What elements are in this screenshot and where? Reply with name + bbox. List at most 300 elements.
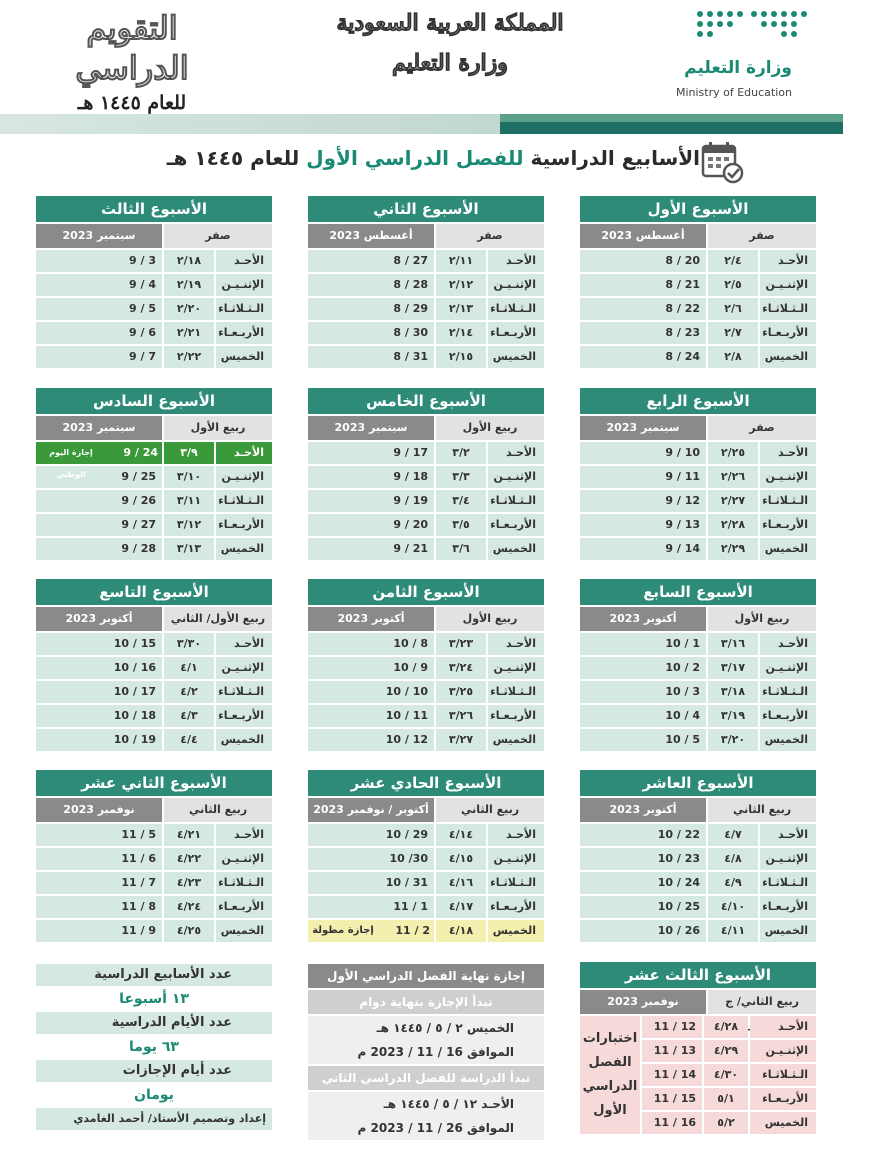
week-month-header: [36, 224, 272, 248]
day-row: [36, 872, 272, 894]
day-row: [580, 322, 816, 344]
gregorian-date: 10 / 15: [36, 633, 162, 655]
day-name: الإثنـيـن: [216, 657, 272, 679]
week-block: [580, 579, 816, 751]
day-name: الأربـعـاء: [488, 896, 544, 918]
hijri-date: ٢/١٩: [164, 274, 214, 296]
day-name: الأربـعـاء: [488, 514, 544, 536]
gregorian-month: أكتوبر / نوفمبر 2023: [308, 798, 434, 822]
day-row: [642, 1040, 816, 1062]
hijri-date: ٣/٢: [436, 442, 486, 464]
day-row: [580, 274, 816, 296]
hijri-month: ربيع الأول: [708, 607, 816, 631]
day-row: [36, 657, 272, 679]
gregorian-date: 11 / 16: [642, 1112, 702, 1134]
gregorian-month: أغسطس 2023: [308, 224, 434, 248]
main-title: [100, 146, 700, 170]
day-name: الـثـلاثـاء: [760, 681, 816, 703]
week-month-header: [580, 990, 816, 1014]
gregorian-month: سبتمبر 2023: [36, 416, 162, 440]
end-vacation-starts: تبدأ الإجازة بنهاية دوام: [308, 990, 544, 1014]
hijri-date: ٢/١٣: [436, 298, 486, 320]
hijri-month: ربيع الأول: [436, 416, 544, 440]
day-name: الـثـلاثـاء: [760, 872, 816, 894]
hijri-date: ٤/١٧: [436, 896, 486, 918]
hijri-date: ٤/١٨: [436, 920, 486, 942]
resume-day: الأحـد ١٢ / ٥ / ١٤٤٥ هـ: [383, 1097, 514, 1111]
day-row: [308, 681, 544, 703]
week-title: الأسبوع الخامس: [308, 388, 544, 414]
gregorian-date: 10 / 8: [308, 633, 434, 655]
day-name: الأربـعـاء: [750, 1088, 816, 1110]
day-row: [36, 920, 272, 942]
week-month-header: [580, 416, 816, 440]
day-row: [308, 250, 544, 272]
day-row: [36, 346, 272, 368]
hijri-date: ٣/١٣: [164, 538, 214, 560]
day-name: الإثنـيـن: [488, 274, 544, 296]
gregorian-date: 10 /30: [308, 848, 434, 870]
gregorian-date: 9 / 27: [36, 514, 162, 536]
day-name: الأحـد: [750, 1016, 816, 1038]
day-name: الإثنـيـن: [760, 274, 816, 296]
gregorian-date: 8 / 28: [308, 274, 434, 296]
day-name: الخميس: [760, 920, 816, 942]
day-row: [36, 514, 272, 536]
day-row: [36, 705, 272, 727]
gregorian-date: 10 / 18: [36, 705, 162, 727]
gregorian-date: 10 / 10: [308, 681, 434, 703]
gregorian-date: 8 / 23: [580, 322, 706, 344]
week-title: الأسبوع الثاني: [308, 196, 544, 222]
hijri-date: ٣/٣: [436, 466, 486, 488]
gregorian-month: سبتمبر 2023: [36, 224, 162, 248]
resume-greg: الموافق 26 / 11 / 2023 م: [357, 1121, 514, 1135]
day-name: الخميس: [488, 729, 544, 751]
hijri-date: ٥/٢: [704, 1112, 748, 1134]
gregorian-date: 8 / 29: [308, 298, 434, 320]
gregorian-date: 10 / 19: [36, 729, 162, 751]
week-title: الأسبوع الثالث: [36, 196, 272, 222]
gregorian-date: 9 / 3: [36, 250, 162, 272]
week-month-header: [308, 798, 544, 822]
day-name: الأحـد: [760, 250, 816, 272]
week-block: [308, 196, 544, 368]
hijri-date: ٤/٢٢: [164, 848, 214, 870]
week-block: [580, 196, 816, 368]
week13-rows: [642, 1014, 816, 1134]
day-row: [308, 633, 544, 655]
hijri-date: ٢/٥: [708, 274, 758, 296]
weeks-count-label: عدد الأسابيع الدراسية: [36, 964, 272, 986]
hijri-date: ٣/١١: [164, 490, 214, 512]
hijri-date: ٤/٩: [708, 872, 758, 894]
day-row: [308, 824, 544, 846]
week-month-header: [580, 224, 816, 248]
week-title: الأسبوع الحادي عشر: [308, 770, 544, 796]
week-title: الأسبوع التاسع: [36, 579, 272, 605]
day-name: الـثـلاثـاء: [488, 681, 544, 703]
gregorian-date: 10 / 4: [580, 705, 706, 727]
hijri-date: ٢/٧: [708, 322, 758, 344]
extended-cell: [308, 920, 434, 942]
header: [0, 0, 872, 112]
week-title: الأسبوع الرابع: [580, 388, 816, 414]
hijri-month: ربيع الأول: [164, 416, 272, 440]
hijri-month: ربيع الثاني: [436, 798, 544, 822]
day-name: الأربـعـاء: [488, 705, 544, 727]
day-row: [36, 274, 272, 296]
day-name: الـثـلاثـاء: [216, 681, 272, 703]
week13-body: [580, 1014, 816, 1134]
gregorian-date: 10 / 2: [580, 657, 706, 679]
gregorian-date: 10 / 16: [36, 657, 162, 679]
hijri-date: ٢/٤: [708, 250, 758, 272]
hijri-date: ٣/١٢: [164, 514, 214, 536]
day-row: [36, 848, 272, 870]
hijri-date: ٢/٦: [708, 298, 758, 320]
week-month-header: [580, 607, 816, 631]
day-row: [642, 1064, 816, 1086]
hijri-date: ٢/٢١: [164, 322, 214, 344]
hijri-date: ٤/١١: [708, 920, 758, 942]
week-title: الأسبوع الثالث عشر: [580, 962, 816, 988]
hijri-month: صفر: [708, 224, 816, 248]
hijri-date: ٤/٢١: [164, 824, 214, 846]
kingdom-name: المملكة العربية السعودية: [336, 10, 564, 36]
hijri-date: ٤/٢٥: [164, 920, 214, 942]
week-title: الأسبوع الثاني عشر: [36, 770, 272, 796]
gregorian-date: 10 / 12: [308, 729, 434, 751]
week-title: الأسبوع العاشر: [580, 770, 816, 796]
gregorian-month: أغسطس 2023: [580, 224, 706, 248]
day-name: الأحـد: [216, 633, 272, 655]
second-term-date: [308, 1092, 544, 1140]
day-row: [308, 657, 544, 679]
hijri-date: ٤/١٦: [436, 872, 486, 894]
week-block: [36, 579, 272, 751]
gregorian-date: 11 / 8: [36, 896, 162, 918]
hijri-month: ربيع الأول/ الثاني: [164, 607, 272, 631]
hijri-date: ٤/١: [164, 657, 214, 679]
day-row: [580, 298, 816, 320]
day-row: [580, 490, 816, 512]
day-name: الأربـعـاء: [216, 322, 272, 344]
hijri-date: ٤/٢: [164, 681, 214, 703]
gregorian-date: 9 / 25: [36, 466, 162, 488]
day-row: [580, 872, 816, 894]
day-row: [580, 346, 816, 368]
kingdom-block: [320, 10, 580, 76]
day-name: الأربـعـاء: [760, 896, 816, 918]
title-part2: للفصل الدراسي الأول: [306, 146, 524, 170]
gregorian-month: أكتوبر 2023: [580, 607, 706, 631]
day-name: الأحـد: [488, 633, 544, 655]
day-name: الـثـلاثـاء: [760, 490, 816, 512]
day-name: الإثنـيـن: [760, 657, 816, 679]
hijri-date: ٣/٣٠: [164, 633, 214, 655]
day-name: الأحـد: [216, 250, 272, 272]
week-month-header: [308, 607, 544, 631]
day-name: الخميس: [488, 920, 544, 942]
day-row: [580, 442, 816, 464]
day-name: الخميس: [216, 346, 272, 368]
day-name: الأحـد: [760, 824, 816, 846]
start-day: الخميس ٢ / ٥ / ١٤٤٥ هـ: [376, 1021, 514, 1035]
hijri-date: ٣/٩: [164, 442, 214, 464]
exam-note: اختبارات الفصل الدراسي الأول: [580, 1016, 640, 1134]
hijri-date: ٣/٢٧: [436, 729, 486, 751]
moe-dots-icon: [692, 8, 812, 42]
hijri-month: ربيع الثاني: [164, 798, 272, 822]
title-part1: الأسابيع الدراسية: [530, 146, 700, 170]
holidays-count-value: يومان: [134, 1087, 174, 1103]
gregorian-date: 10 / 24: [580, 872, 706, 894]
day-row: [36, 250, 272, 272]
hijri-date: ٣/٢٥: [436, 681, 486, 703]
gregorian-date: 10 / 3: [580, 681, 706, 703]
day-row: [308, 848, 544, 870]
day-name: الـثـلاثـاء: [760, 298, 816, 320]
day-row: [308, 705, 544, 727]
day-row: [36, 322, 272, 344]
gregorian-value: 9 / 24: [123, 446, 158, 459]
gregorian-date: 10 / 23: [580, 848, 706, 870]
day-name: الخميس: [760, 346, 816, 368]
credit: إعداد وتصميم الأستاذ/ أحمد الغامدي: [36, 1108, 272, 1130]
calendar-check-icon: [700, 140, 744, 184]
gregorian-date: [308, 920, 434, 942]
second-term-resume: تبدأ الدراسة للفصل الدراسي الثاني: [308, 1066, 544, 1090]
day-name: الإثنـيـن: [216, 274, 272, 296]
gregorian-date: 11 / 1: [308, 896, 434, 918]
hijri-date: ٤/٤: [164, 729, 214, 751]
day-row: [36, 729, 272, 751]
gregorian-date: 11 / 7: [36, 872, 162, 894]
gregorian-date: 9 / 4: [36, 274, 162, 296]
day-name: الإثنـيـن: [760, 848, 816, 870]
gregorian-date: 8 / 30: [308, 322, 434, 344]
gregorian-date: 8 / 20: [580, 250, 706, 272]
title-part3: للعام ١٤٤٥ هـ: [166, 146, 300, 170]
week-block: [36, 196, 272, 368]
header-bar-fade: [0, 114, 500, 134]
day-row: [308, 490, 544, 512]
end-vacation-title: إجازة نهاية الفصل الدراسي الأول: [308, 964, 544, 988]
day-row: [580, 705, 816, 727]
gregorian-month: سبتمبر 2023: [308, 416, 434, 440]
week-block: [36, 388, 272, 560]
week-month-header: [36, 798, 272, 822]
hijri-date: ٣/١٦: [708, 633, 758, 655]
day-row: [642, 1088, 816, 1110]
gregorian-date: 9 / 17: [308, 442, 434, 464]
gregorian-date: 10 / 31: [308, 872, 434, 894]
gregorian-date: 9 / 7: [36, 346, 162, 368]
day-name: الإثنـيـن: [750, 1040, 816, 1062]
gregorian-date: 10 / 11: [308, 705, 434, 727]
day-name: الـثـلاثـاء: [488, 490, 544, 512]
gregorian-date: 10 / 17: [36, 681, 162, 703]
end-vacation-start-date: [308, 1016, 544, 1064]
day-name: الأربـعـاء: [760, 322, 816, 344]
weeks-count-value: ١٣ أسبوعا: [119, 991, 189, 1007]
day-name: الـثـلاثـاء: [216, 298, 272, 320]
day-name: الأربـعـاء: [216, 514, 272, 536]
day-row: [580, 729, 816, 751]
hijri-date: ٢/١٢: [436, 274, 486, 296]
hijri-date: ٤/٧: [708, 824, 758, 846]
end-vacation-block: [308, 964, 544, 1142]
day-row: [580, 681, 816, 703]
hijri-date: ٢/١٥: [436, 346, 486, 368]
gregorian-date: 8 / 27: [308, 250, 434, 272]
week-title: الأسبوع السادس: [36, 388, 272, 414]
gregorian-date: 9 / 14: [580, 538, 706, 560]
hijri-date: ٤/٨: [708, 848, 758, 870]
day-name: الإثنـيـن: [760, 466, 816, 488]
day-name: الأحـد: [488, 442, 544, 464]
hijri-date: ٤/٢٩: [704, 1040, 748, 1062]
day-name: الخميس: [750, 1112, 816, 1134]
hijri-date: ٣/٢٤: [436, 657, 486, 679]
week-month-header: [36, 416, 272, 440]
day-name: الأربـعـاء: [216, 705, 272, 727]
gregorian-month: أكتوبر 2023: [36, 607, 162, 631]
day-row: [308, 322, 544, 344]
day-name: الإثنـيـن: [488, 848, 544, 870]
day-row: [580, 896, 816, 918]
gregorian-date: 8 / 21: [580, 274, 706, 296]
day-row: [580, 466, 816, 488]
day-row: [36, 633, 272, 655]
day-name: الأربـعـاء: [760, 514, 816, 536]
moe-english: Ministry of Education: [675, 86, 792, 99]
day-name: الإثنـيـن: [216, 466, 272, 488]
calendar-title: التقويم الدراسي: [75, 9, 189, 87]
holiday-cell: [36, 442, 162, 486]
hijri-date: ٢/٢٦: [708, 466, 758, 488]
hijri-date: ٣/٢٣: [436, 633, 486, 655]
week-title: الأسبوع الثامن: [308, 579, 544, 605]
day-name: الأحـد: [216, 442, 272, 464]
hijri-date: ٥/١: [704, 1088, 748, 1110]
week-block: [308, 579, 544, 751]
day-name: الخميس: [760, 729, 816, 751]
week-block: [36, 770, 272, 942]
gregorian-date: 10 / 29: [308, 824, 434, 846]
day-name: الأربـعـاء: [760, 705, 816, 727]
gregorian-date: 10 / 26: [580, 920, 706, 942]
gregorian-date: 10 / 9: [308, 657, 434, 679]
day-name: الإثنـيـن: [216, 848, 272, 870]
gregorian-date: 9 / 21: [308, 538, 434, 560]
day-row: [308, 514, 544, 536]
week-title: الأسبوع الأول: [580, 196, 816, 222]
hijri-date: ٣/٦: [436, 538, 486, 560]
gregorian-date: 10 / 1: [580, 633, 706, 655]
hijri-date: ٣/١٠: [164, 466, 214, 488]
day-name: الـثـلاثـاء: [488, 298, 544, 320]
day-name: الخميس: [216, 729, 272, 751]
days-count-label: عدد الأيام الدراسية: [36, 1012, 272, 1034]
day-name: الخميس: [216, 920, 272, 942]
day-name: الخميس: [216, 538, 272, 560]
day-name: الأحـد: [488, 250, 544, 272]
hijri-date: ٤/٣: [164, 705, 214, 727]
day-name: الـثـلاثـاء: [216, 872, 272, 894]
day-name: الأحـد: [488, 824, 544, 846]
hijri-month: ربيع الأول: [436, 607, 544, 631]
hijri-date: ٢/١٨: [164, 250, 214, 272]
gregorian-date: 9 / 11: [580, 466, 706, 488]
gregorian-date: 11 / 13: [642, 1040, 702, 1062]
gregorian-date: 9 / 5: [36, 298, 162, 320]
day-row: [36, 824, 272, 846]
gregorian-month: نوفمبر 2023: [36, 798, 162, 822]
hijri-date: ٢/٢٥: [708, 442, 758, 464]
day-row: [580, 920, 816, 942]
stats-block: [36, 964, 272, 1132]
gregorian-date: 11 / 9: [36, 920, 162, 942]
day-name: الخميس: [488, 346, 544, 368]
hijri-date: ٢/٢٢: [164, 346, 214, 368]
ministry-name: وزارة التعليم: [392, 50, 508, 76]
start-greg: الموافق 16 / 11 / 2023 م: [357, 1045, 514, 1059]
hijri-date: ٤/١٠: [708, 896, 758, 918]
day-row: [36, 538, 272, 560]
hijri-date: ٢/١١: [436, 250, 486, 272]
week-block: [580, 388, 816, 560]
day-row: [308, 896, 544, 918]
gregorian-month: نوفمبر 2023: [580, 990, 706, 1014]
day-row: [36, 298, 272, 320]
day-row: [308, 466, 544, 488]
hijri-date: ٤/١٥: [436, 848, 486, 870]
hijri-month: ربيع الثاني/ ج: [708, 990, 816, 1014]
day-row: [308, 729, 544, 751]
day-row: [580, 657, 816, 679]
day-name: الإثنـيـن: [488, 657, 544, 679]
gregorian-date: 11 / 6: [36, 848, 162, 870]
gregorian-date: 9 / 12: [580, 490, 706, 512]
hijri-date: ٤/٢٤: [164, 896, 214, 918]
day-row: [642, 1112, 816, 1134]
hijri-date: ٢/١٤: [436, 322, 486, 344]
week-month-header: [308, 224, 544, 248]
hijri-date: ٣/٤: [436, 490, 486, 512]
day-row: [580, 848, 816, 870]
hijri-month: ربيع الثاني: [708, 798, 816, 822]
hijri-date: ٣/٥: [436, 514, 486, 536]
week-block: [308, 770, 544, 942]
hijri-month: صفر: [164, 224, 272, 248]
moe-arabic: وزارة التعليم: [684, 58, 792, 78]
day-row: [36, 681, 272, 703]
day-name: الـثـلاثـاء: [216, 490, 272, 512]
hijri-date: ٤/١٤: [436, 824, 486, 846]
calendar-year: للعام ١٤٤٥ هـ: [77, 92, 187, 114]
hijri-date: ٢/٢٠: [164, 298, 214, 320]
day-name: الـثـلاثـاء: [488, 872, 544, 894]
day-row: [308, 872, 544, 894]
day-row: [36, 896, 272, 918]
hijri-date: ٣/٢٠: [708, 729, 758, 751]
extended-note: إجازة مطولة: [312, 925, 374, 936]
gregorian-date: 9 / 10: [580, 442, 706, 464]
gregorian-date: 9 / 18: [308, 466, 434, 488]
day-row: [308, 920, 544, 942]
